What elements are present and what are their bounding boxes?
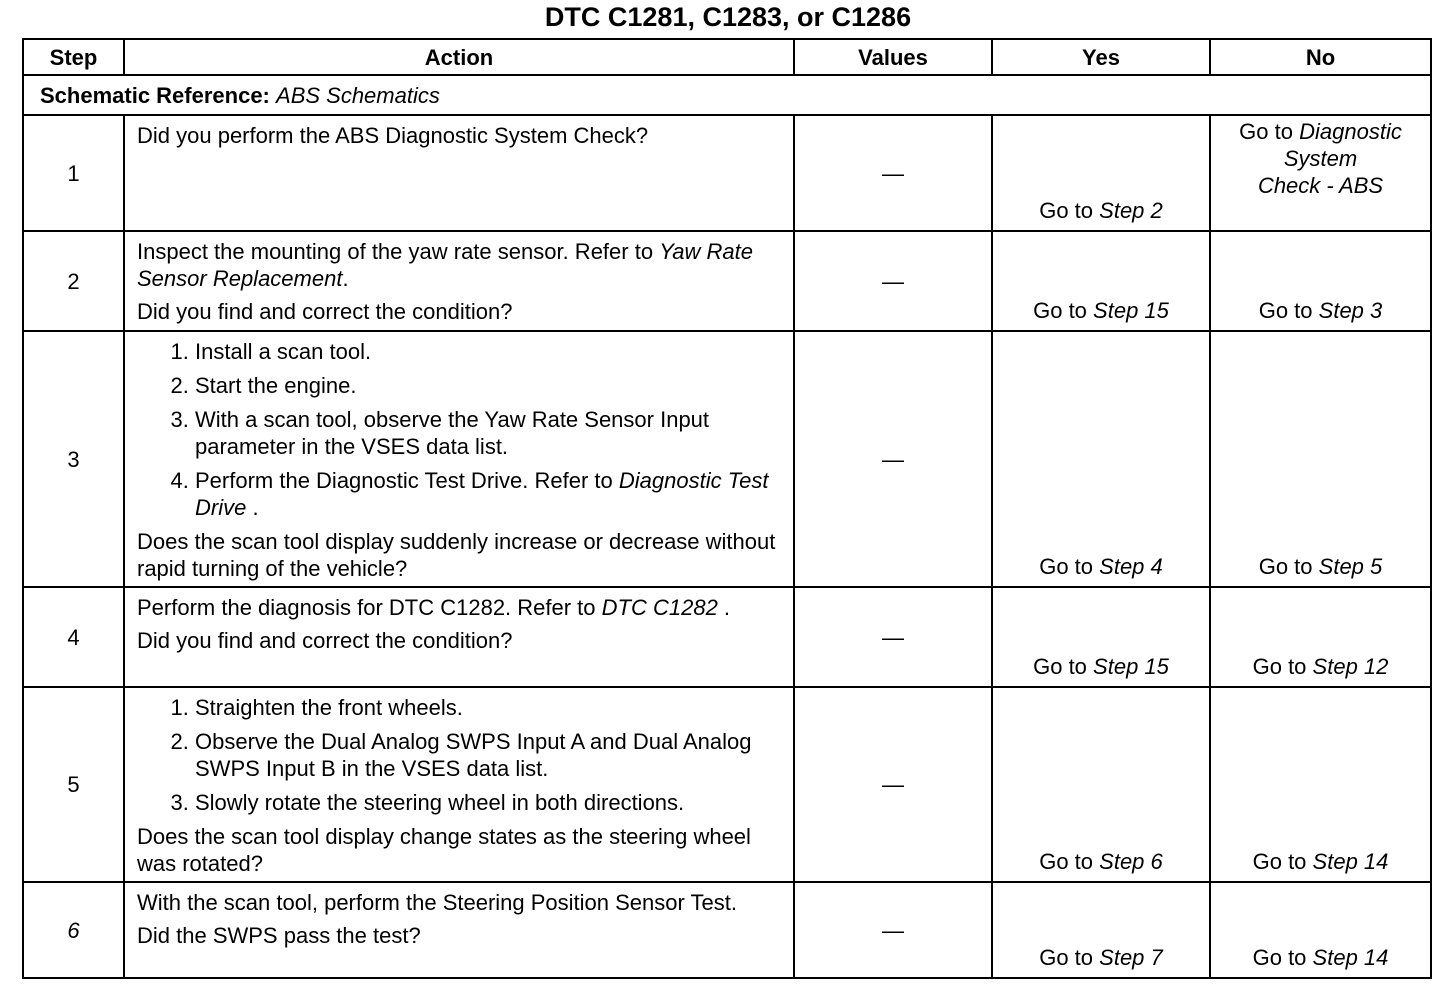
go-to-text: Go to (1258, 298, 1313, 323)
no-ref-line: System (1283, 146, 1358, 171)
value-dash: — (882, 772, 904, 797)
table-row (23, 882, 1431, 978)
action-question: Did you find and correct the condition? (137, 628, 513, 653)
values-cell (794, 115, 992, 231)
action-cell (124, 115, 794, 231)
no-step-ref: Step 12 (1312, 654, 1389, 679)
yes-cell (992, 231, 1210, 331)
go-to-text: Go to (1252, 654, 1307, 679)
no-ref-line: Diagnostic (1299, 119, 1402, 144)
values-cell (794, 331, 992, 587)
list-item: 3. Slowly rotate the steering wheel in both directions. (195, 789, 783, 816)
action-cell (124, 882, 794, 978)
list-item (195, 467, 783, 521)
step-number: 4 (23, 587, 124, 687)
list-item-text: Perform the Diagnostic Test Drive. Refer to (195, 468, 619, 493)
action-text: Perform the diagnosis for DTC C1282. Refer to (137, 595, 602, 620)
no-step-ref: Step 14 (1312, 849, 1389, 874)
no-cell (1210, 231, 1431, 331)
action-text-end: . (342, 266, 349, 291)
step-number: 6 (23, 882, 124, 978)
values-cell (794, 587, 992, 687)
action-text: Did you perform the ABS Diagnostic System Check? (137, 123, 649, 148)
table-row (23, 587, 1431, 687)
action-list (137, 338, 783, 521)
go-to-text: Go to (1039, 849, 1094, 874)
table-row (23, 331, 1431, 587)
table-row (23, 115, 1431, 231)
header-no: No (1210, 39, 1431, 75)
values-cell (794, 882, 992, 978)
list-item: 1. Straighten the front wheels. (195, 694, 783, 721)
action-text: With the scan tool, perform the Steering Position Sensor Test. (137, 890, 738, 915)
table-row (23, 687, 1431, 882)
no-cell (1210, 331, 1431, 587)
schematic-label: Schematic Reference: (40, 82, 270, 108)
step-number: 2 (23, 231, 124, 331)
go-to-text: Go to (1033, 654, 1087, 679)
no-step-ref: Step 3 (1318, 298, 1383, 323)
yes-step-ref: Step 15 (1093, 298, 1169, 323)
values-cell (794, 687, 992, 882)
action-reference: DTC C1282 (601, 595, 718, 620)
no-cell (1210, 687, 1431, 882)
action-cell (124, 231, 794, 331)
list-item: 1. Install a scan tool. (195, 338, 783, 365)
header-action: Action (124, 39, 794, 75)
header-step: Step (23, 39, 124, 75)
step-number: 5 (23, 687, 124, 882)
no-cell (1210, 882, 1431, 978)
action-question: Does the scan tool display suddenly increase or decrease without rapid turning of the vehicle? (137, 529, 776, 581)
schematic-row (23, 75, 1431, 115)
yes-cell (992, 882, 1210, 978)
action-reference: Diagnostic Test Drive (195, 468, 769, 520)
value-dash: — (882, 917, 904, 943)
schematic-link: ABS Schematics (276, 82, 440, 108)
action-reference: Yaw Rate Sensor Replacement (137, 239, 753, 291)
go-to-text: Go to (1033, 298, 1087, 323)
no-step-ref: Step 14 (1312, 945, 1389, 970)
yes-step-ref: Step 2 (1099, 198, 1163, 223)
yes-cell (992, 331, 1210, 587)
yes-cell (992, 587, 1210, 687)
list-item: 3. With a scan tool, observe the Yaw Rate Sensor Input parameter in the VSES data list. (195, 406, 783, 460)
action-text: Inspect the mounting of the yaw rate sensor. Refer to (137, 239, 660, 264)
action-question: Did the SWPS pass the test? (137, 923, 421, 948)
go-to-text: Go to (1039, 945, 1094, 970)
action-cell (124, 331, 794, 587)
action-cell (124, 587, 794, 687)
go-to-text: Go to (1039, 198, 1094, 223)
go-to-text: Go to (1252, 945, 1307, 970)
yes-step-ref: Step 15 (1093, 654, 1169, 679)
yes-step-ref: Step 4 (1099, 554, 1163, 579)
diagnostic-table (22, 38, 1432, 979)
list-item: 2. Observe the Dual Analog SWPS Input A and Dual Analog SWPS Input B in the VSES data list. (195, 728, 783, 782)
go-to-text: Go to (1239, 119, 1293, 144)
go-to-text: Go to (1252, 849, 1307, 874)
table-row (23, 231, 1431, 331)
action-cell (124, 687, 794, 882)
value-dash: — (882, 160, 904, 186)
yes-cell (992, 115, 1210, 231)
go-to-text: Go to (1258, 554, 1313, 579)
no-cell (1210, 115, 1431, 231)
yes-step-ref: Step 6 (1099, 849, 1163, 874)
step-number: 1 (23, 115, 124, 231)
action-question: Does the scan tool display change states as the steering wheel was rotated? (137, 824, 751, 876)
yes-step-ref: Step 7 (1099, 945, 1163, 970)
value-dash: — (882, 624, 904, 650)
go-to-text: Go to (1039, 554, 1094, 579)
yes-cell (992, 687, 1210, 882)
values-cell (794, 231, 992, 331)
value-dash: — (882, 268, 904, 294)
no-ref-line: Check - ABS (1257, 173, 1384, 198)
step-number: 3 (23, 331, 124, 587)
no-step-ref: Step 5 (1318, 554, 1383, 579)
action-text-end: . (717, 595, 731, 620)
no-cell (1210, 587, 1431, 687)
list-item-end: . (246, 495, 259, 520)
action-question: Did you find and correct the condition? (137, 299, 513, 324)
header-yes: Yes (992, 39, 1210, 75)
schematic-reference (23, 75, 1431, 115)
action-list (137, 694, 783, 816)
page-title: DTC C1281, C1283, or C1286 (544, 2, 912, 32)
list-item: 2. Start the engine. (195, 372, 783, 399)
value-dash: — (882, 446, 904, 472)
header-values: Values (794, 39, 992, 75)
header-row (23, 39, 1431, 75)
